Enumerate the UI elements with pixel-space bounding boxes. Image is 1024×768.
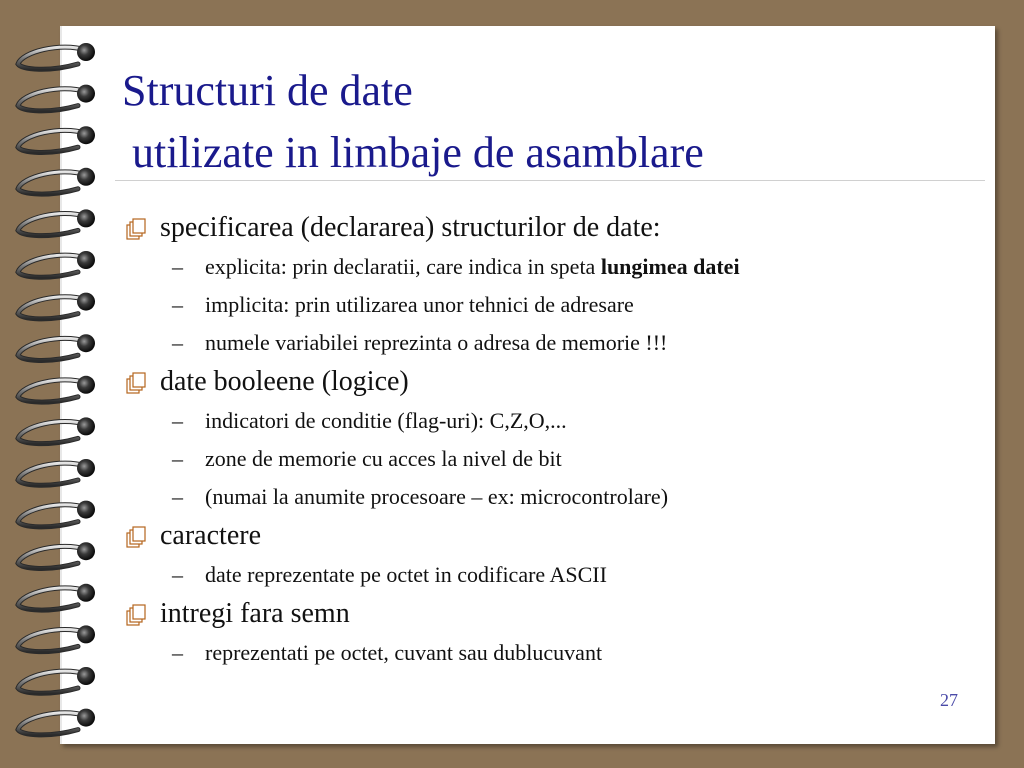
dash-marker: – — [172, 562, 183, 587]
sub-text: explicita: prin declaratii, care indica in speta — [205, 254, 601, 279]
sub-text: (numai la anumite procesoare – ex: microcontrolare) — [205, 484, 669, 509]
slide-title — [122, 60, 704, 184]
binding-ring — [18, 667, 95, 693]
notepad-stack-icon — [124, 217, 148, 241]
title-line-1: Structuri de date — [122, 66, 413, 115]
bullet-item — [122, 594, 982, 634]
sub-item — [122, 634, 982, 672]
binding-ring — [18, 126, 95, 152]
binding-ring — [18, 209, 95, 235]
notepad-stack-icon — [124, 371, 148, 395]
binding-ring — [18, 85, 95, 111]
dash-marker: – — [172, 446, 183, 471]
dash-marker: – — [172, 254, 183, 279]
spiral-binding — [0, 0, 110, 768]
dash-marker: – — [172, 408, 183, 433]
sub-item — [122, 324, 982, 362]
binding-ring — [18, 251, 95, 277]
bullet-text: date booleene (logice) — [160, 366, 409, 397]
sub-text: reprezentati pe octet, cuvant sau dublucuvant — [205, 640, 603, 665]
sub-item — [122, 286, 982, 324]
binding-ring — [18, 625, 95, 651]
title-divider — [115, 180, 985, 181]
notepad-stack-icon — [124, 525, 148, 549]
binding-ring — [18, 376, 95, 402]
sub-text: indicatori de conditie (flag-uri): C,Z,O,... — [205, 408, 567, 433]
sub-text: numele variabilei reprezinta o adresa de memorie !!! — [205, 330, 668, 355]
binding-ring — [18, 417, 95, 443]
bullet-list — [122, 208, 982, 672]
sub-text: implicita: prin utilizarea unor tehnici de adresare — [205, 292, 634, 317]
bullet-text: caractere — [160, 520, 261, 551]
bullet-item — [122, 208, 982, 248]
sub-text: zone de memorie cu acces la nivel de bit — [205, 446, 562, 471]
sub-item — [122, 440, 982, 478]
dash-marker: – — [172, 330, 183, 355]
binding-ring — [18, 584, 95, 610]
binding-ring — [18, 542, 95, 568]
sub-text-bold: lungimea datei — [600, 254, 740, 279]
binding-ring — [18, 168, 95, 194]
binding-ring — [18, 293, 95, 319]
sub-item — [122, 402, 982, 440]
page-number: 27 — [940, 690, 958, 710]
dash-marker: – — [172, 292, 183, 317]
sub-item — [122, 556, 982, 594]
binding-ring — [18, 501, 95, 527]
bullet-text: intregi fara semn — [160, 598, 350, 629]
binding-ring — [18, 709, 95, 735]
sub-text: date reprezentate pe octet in codificare ASCII — [205, 562, 607, 587]
binding-ring — [18, 43, 95, 69]
dash-marker: – — [172, 484, 183, 509]
notepad-stack-icon — [124, 603, 148, 627]
title-line-2: utilizate in limbaje de asamblare — [132, 128, 704, 177]
bullet-text: specificarea (declararea) structurilor de date: — [160, 212, 661, 243]
sub-item — [122, 248, 982, 286]
bullet-item — [122, 362, 982, 402]
bullet-item — [122, 516, 982, 556]
dash-marker: – — [172, 640, 183, 665]
sub-item — [122, 478, 982, 516]
binding-ring — [18, 459, 95, 485]
binding-ring — [18, 334, 95, 360]
